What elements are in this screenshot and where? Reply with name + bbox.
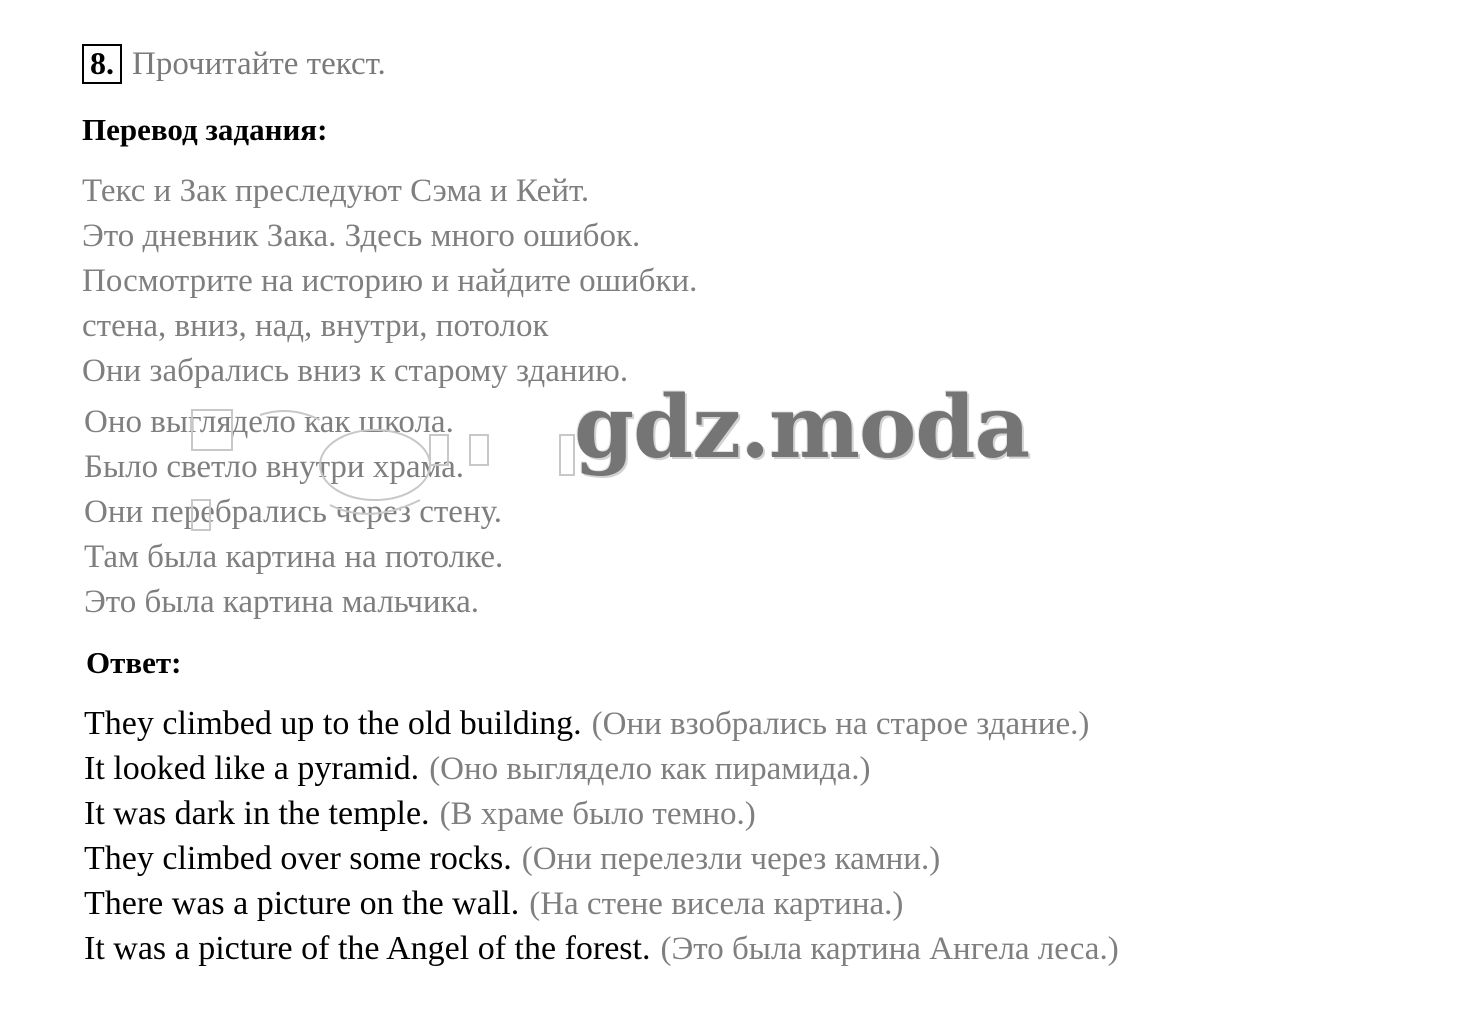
answer-russian: (Оно выглядело как пирамида.) [429,751,871,787]
translation-line: Оно выглядело как школа. [84,404,454,440]
answer-russian: (Они перелезли через камни.) [521,841,941,877]
answer-russian: (Это была картина Ангела леса.) [660,931,1119,967]
translation-line: Они забрались вниз к старому зданию. [82,353,629,389]
answer-english: It was a picture of the Angel of the forest. [84,930,651,967]
translation-line: Они перебрались через стену. [84,494,503,530]
translation-heading: Перевод задания: [82,112,328,147]
task-number: 8. [82,44,122,84]
answer-english: There was a picture on the wall. [84,885,520,922]
answer-list [84,701,1119,971]
task-header [82,44,386,84]
answer-item [84,881,1119,926]
answer-english: They climbed up to the old building. [84,705,582,742]
task-instruction: Прочитайте текст. [132,46,386,82]
answer-russian: (В храме было темно.) [439,796,756,832]
answer-heading: Ответ: [86,645,182,680]
answer-english: It was dark in the temple. [84,795,430,832]
translation-line: Текс и Зак преследуют Сэма и Кейт. [82,173,590,209]
answer-item [84,746,1119,791]
answer-russian: (Они взобрались на старое здание.) [591,706,1090,742]
answer-item [84,836,1119,881]
answer-item [84,791,1119,836]
answer-item [84,701,1119,746]
answer-english: It looked like a pyramid. [84,750,420,787]
translation-line: Там была картина на потолке. [84,539,504,575]
answer-english: They climbed over some rocks. [84,840,512,877]
translation-list-continued [84,400,503,625]
answer-item [84,926,1119,971]
translation-line: Было светло внутри храма. [84,449,465,485]
translation-line: Это была картина мальчика. [84,584,480,620]
translation-line: Это дневник Зака. Здесь много ошибок. [82,218,641,254]
answer-russian: (На стене висела картина.) [529,886,904,922]
translation-line: Посмотрите на историю и найдите ошибки. [82,263,698,299]
translation-line: стена, вниз, над, внутри, потолок [82,308,549,344]
translation-list [82,169,697,394]
site-watermark: gdz.moda [574,377,1030,478]
